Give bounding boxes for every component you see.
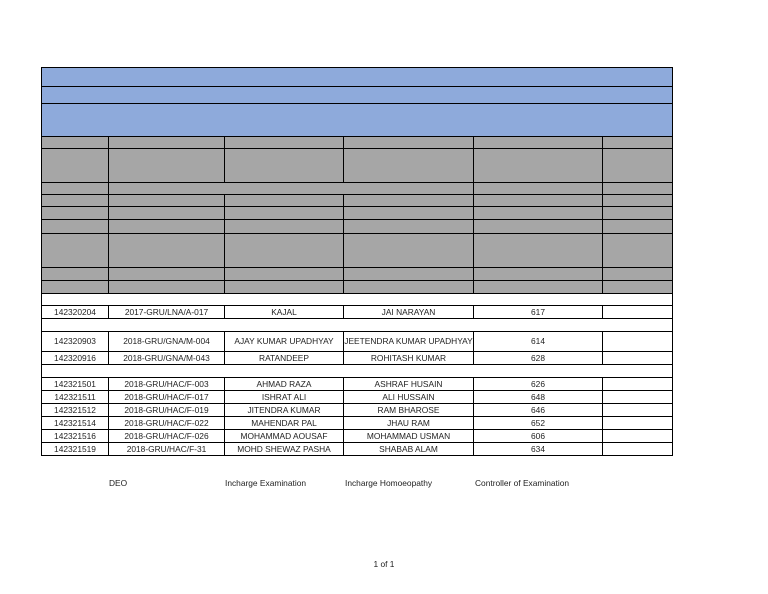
name-cell: AHMAD RAZA	[225, 378, 344, 391]
roll-cell: 142320916	[42, 352, 109, 365]
extra-cell	[603, 352, 673, 365]
marks-cell: 606	[474, 430, 603, 443]
father-name-cell: JEETENDRA KUMAR UPADHYAY	[344, 332, 474, 352]
deo-signature-label: DEO	[109, 478, 128, 488]
header-row	[42, 281, 673, 294]
father-name-cell: MOHAMMAD USMAN	[344, 430, 474, 443]
father-name-cell: JHAU RAM	[344, 417, 474, 430]
enrollment-cell: 2018-GRU/HAC/F-026	[109, 430, 225, 443]
marks-cell: 626	[474, 378, 603, 391]
table-row	[42, 352, 673, 365]
table-row	[42, 404, 673, 417]
extra-cell	[603, 417, 673, 430]
name-cell: MAHENDAR PAL	[225, 417, 344, 430]
table-row	[42, 417, 673, 430]
roll-cell: 142321511	[42, 391, 109, 404]
enrollment-cell: 2018-GRU/HAC/F-31	[109, 443, 225, 456]
result-sheet	[41, 67, 672, 456]
roll-cell: 142321512	[42, 404, 109, 417]
roll-cell: 142320204	[42, 306, 109, 319]
header-row	[42, 234, 673, 268]
title-band-3	[42, 104, 673, 137]
result-table	[41, 67, 673, 456]
header-row	[42, 137, 673, 149]
name-cell: RATANDEEP	[225, 352, 344, 365]
table-row	[42, 443, 673, 456]
title-band-2	[42, 87, 673, 104]
name-cell: ISHRAT ALI	[225, 391, 344, 404]
roll-cell: 142321519	[42, 443, 109, 456]
roll-cell: 142321516	[42, 430, 109, 443]
name-cell: AJAY KUMAR UPADHYAY	[225, 332, 344, 352]
table-row	[42, 306, 673, 319]
incharge-examination-label: Incharge Examination	[225, 478, 307, 488]
table-row	[42, 378, 673, 391]
enrollment-cell: 2018-GRU/HAC/F-003	[109, 378, 225, 391]
name-cell: KAJAL	[225, 306, 344, 319]
marks-cell: 617	[474, 306, 603, 319]
marks-cell: 614	[474, 332, 603, 352]
father-name-cell: ASHRAF HUSAIN	[344, 378, 474, 391]
extra-cell	[603, 332, 673, 352]
father-name-cell: ROHITASH KUMAR	[344, 352, 474, 365]
header-row	[42, 183, 673, 195]
marks-cell: 628	[474, 352, 603, 365]
marks-cell: 634	[474, 443, 603, 456]
enrollment-cell: 2018-GRU/HAC/F-019	[109, 404, 225, 417]
title-band-1	[42, 68, 673, 87]
roll-cell: 142320903	[42, 332, 109, 352]
table-row	[42, 391, 673, 404]
father-name-cell: ALI HUSSAIN	[344, 391, 474, 404]
extra-cell	[603, 430, 673, 443]
header-row	[42, 195, 673, 207]
enrollment-cell: 2018-GRU/HAC/F-017	[109, 391, 225, 404]
header-row	[42, 149, 673, 183]
name-cell: JITENDRA KUMAR	[225, 404, 344, 417]
marks-cell: 648	[474, 391, 603, 404]
father-name-cell: RAM BHAROSE	[344, 404, 474, 417]
enrollment-cell: 2018-GRU/HAC/F-022	[109, 417, 225, 430]
header-row	[42, 207, 673, 220]
incharge-homoeopathy-label: Incharge Homoeopathy	[345, 478, 433, 488]
table-row	[42, 430, 673, 443]
enrollment-cell: 2018-GRU/GNA/M-043	[109, 352, 225, 365]
name-cell: MOHD SHEWAZ PASHA	[225, 443, 344, 456]
extra-cell	[603, 443, 673, 456]
controller-signature-label: Controller of Examination	[475, 478, 570, 488]
spacer-row	[42, 365, 673, 378]
extra-cell	[603, 391, 673, 404]
name-cell: MOHAMMAD AOUSAF	[225, 430, 344, 443]
spacer-row	[42, 294, 673, 306]
father-name-cell: SHABAB ALAM	[344, 443, 474, 456]
extra-cell	[603, 378, 673, 391]
header-row	[42, 220, 673, 234]
table-row	[42, 332, 673, 352]
father-name-cell: JAI NARAYAN	[344, 306, 474, 319]
roll-cell: 142321501	[42, 378, 109, 391]
extra-cell	[603, 306, 673, 319]
spacer-row	[42, 319, 673, 332]
header-row	[42, 268, 673, 281]
extra-cell	[603, 404, 673, 417]
page-number: 1 of 1	[373, 559, 395, 569]
marks-cell: 646	[474, 404, 603, 417]
marks-cell: 652	[474, 417, 603, 430]
enrollment-cell: 2017-GRU/LNA/A-017	[109, 306, 225, 319]
roll-cell: 142321514	[42, 417, 109, 430]
enrollment-cell: 2018-GRU/GNA/M-004	[109, 332, 225, 352]
